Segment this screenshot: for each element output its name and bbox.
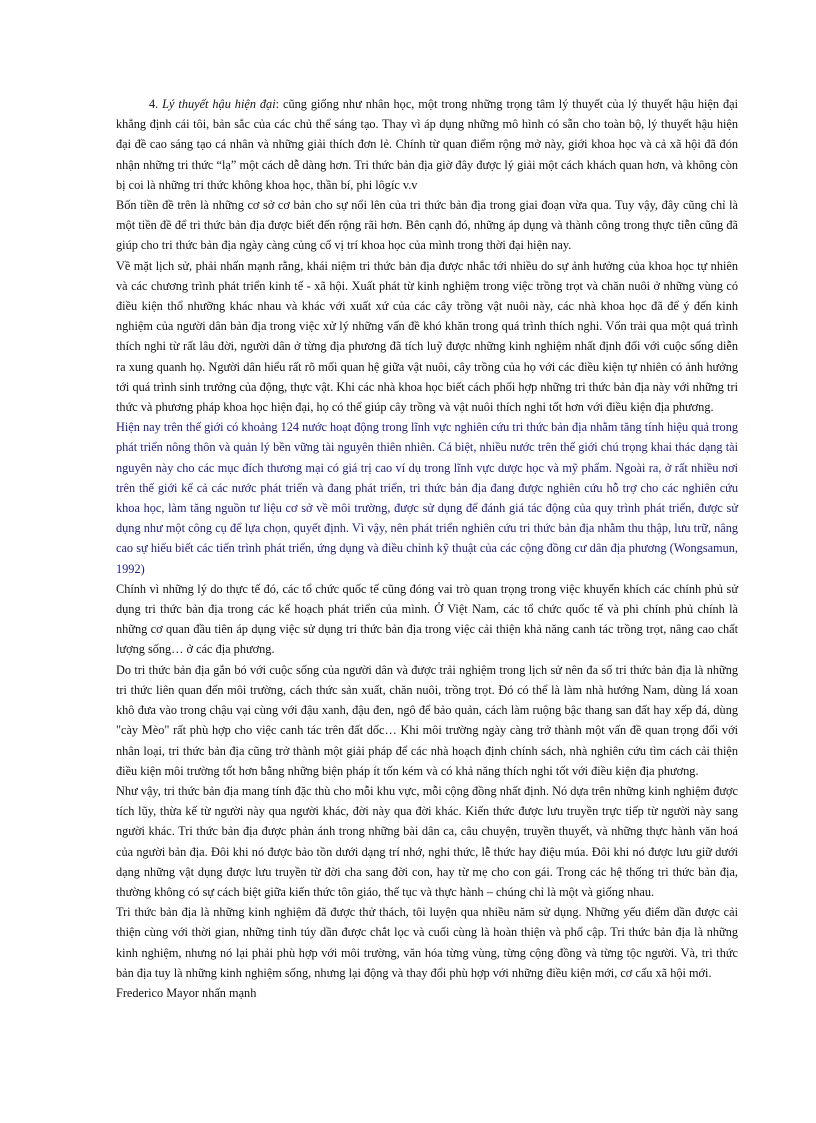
paragraph-specificity: Như vậy, tri thức bản địa mang tính đặc thù cho mỗi khu vực, mỗi cộng đồng nhất định. Nó dựa trên những kinh nghiệm được tích lũy, thừa kế từ người này qua người khác, đời này qua đời khác. Kiến thức được lưu truyền trực tiếp từ người này sang người khác. Tri thức bản địa được phản ánh trong những bài dân ca, câu chuyện, truyền thuyết, và những thực hành văn hoá của người bản địa. Đôi khi nó được bảo tồn dưới dạng trí nhớ, nghi thức, lễ thức hay điệu múa. Đôi khi nó được lưu giữ dưới dạng những vật dụng được lưu truyền từ đời cha sang đời con, hay từ mẹ cho con gái. Trong các hệ thống tri thức bản địa, thường không có sự cách biệt giữa kiến thức tôn giáo, thế tục và thực hành – chúng chỉ là một và giống nhau. bbox=[116, 783, 738, 899]
paragraph-emphasis: Lý thuyết hậu hiện đại bbox=[162, 97, 276, 111]
paragraph-lead: 4. bbox=[149, 97, 163, 111]
paragraph-postmodern-theory bbox=[116, 94, 738, 195]
paragraph-world-research: Hiện nay trên thế giới có khoảng 124 nước hoạt động trong lĩnh vực nghiên cứu tri thức bản địa nhằm tăng tính hiệu quả trong phát triển nông thôn và quản lý bền vững tài nguyên thiên nhiên. Cá biệt, nhiều nước trên thế giới chú trọng khai thác dạng tài nguyên này cho các mục đích thương mại có giá trị cao ví dụ trong lĩnh vực dược học và mỹ phẩm. Ngoài ra, ở rất nhiều nơi trên thế giới kể cả các nước phát triển và đang phát triển, tri thức bản địa đang được nghiên cứu hỗ trợ cho các nghiên cứu khoa học, làm tăng nguồn tư liệu cơ sở về môi trường, được sử dụng để đánh giá tác động của quy trình phát triển, được sử dụng như một công cụ để lựa chọn, quyết định. Vì vậy, nên phát triển nghiên cứu tri thức bản địa nhằm thu thập, lưu trữ, nâng cao sự hiểu biết các tiến trình phát triển, ứng dụng và điều chỉnh kỹ thuật của các cộng đồng cư dân địa phương (Wongsamun, 1992) bbox=[116, 420, 738, 576]
paragraph-international-orgs: Chính vì những lý do thực tế đó, các tổ chức quốc tế cũng đóng vai trò quan trọng trong việc khuyến khích các chính phủ sử dụng tri thức bản địa trong các kế hoạch phát triển của mình. Ở Việt Nam, các tổ chức quốc tế và phi chính phủ chính là những cơ quan đầu tiên áp dụng việc sử dụng tri thức bản địa trong việc cải thiện khả năng canh tác trồng trọt, nâng cao chất lượng sống… ở các địa phương. bbox=[116, 581, 738, 657]
paragraph-tested-experience: Tri thức bản địa là những kinh nghiệm đã được thử thách, tôi luyện qua nhiều năm sử dụng. Những yếu điểm dần được cải thiện cùng với thời gian, những tinh túy dần được chắt lọc và cuối cùng là hoàn thiện và phổ cập. Tri thức bản địa là những kinh nghiệm, nhưng nó lại phải phù hợp với môi trường, văn hóa từng vùng, từng cộng đồng và từng tộc người. Và, tri thức bản địa tuy là những kinh nghiệm sống, nhưng lại động và thay đổi phù hợp với những điều kiện mới, cơ cấu xã hội mới. bbox=[116, 905, 738, 980]
paragraph-four-premises: Bốn tiền đề trên là những cơ sở cơ bản cho sự nổi lên của tri thức bản địa trong giai đoạn vừa qua. Tuy vậy, đây cũng chỉ là một tiền đề để tri thức bản địa được biết đến rộng rãi hơn. Bên cạnh đó, những áp dụng và thành công trong thực tiễn cũng đã giúp cho tri thức bản địa ngày càng củng cố vị trí khoa học của mình trong thời đại hiện nay. bbox=[116, 198, 738, 253]
paragraph-text: : cũng giống như nhân học, một trong những trọng tâm lý thuyết của lý thuyết hậu hiện đại khẳng định cái tôi, bản sắc của các chủ thể sáng tạo. Thay vì áp dụng những mô hình có sẵn cho toàn bộ, lý thuyết hậu hiện đại đề cao sáng tạo cá nhân và những giải thích đơn lẻ. Chính từ quan điểm rộng mở này, giới khoa học và cả xã hội đã đón nhận những tri thức “lạ” một cách dễ dàng hơn. Tri thức bản địa giờ đây được lý giải một cách khách quan hơn, và không còn bị coi là những tri thức không khoa học, thần bí, phi lôgíc v.v bbox=[116, 97, 738, 192]
paragraph-frederico-mayor: Frederico Mayor nhấn mạnh bbox=[116, 985, 257, 1000]
paragraph-environment: Do tri thức bản địa gắn bó với cuộc sống của người dân và được trải nghiệm trong lịch sử nên đa số tri thức bản địa là những tri thức liên quan đến môi trường, cách thức sản xuất, chăn nuôi, trồng trọt. Đó có thể là làm nhà hướng Nam, dùng lá xoan khô đưa vào trong chậu vại cùng với đậu xanh, đậu đen, ngô để bảo quản, cách làm ruộng bậc thang san đất hay xếp đá, dùng "cày Mèo" rất phù hợp cho việc canh tác trên đất dốc… Khi môi trường ngày càng trở thành một vấn đề quan trọng đối với nhân loại, tri thức bản địa cũng trở thành một giải pháp để các nhà hoạch định chính sách, nhà nghiên cứu tìm cách cải thiện điều kiện môi trường tốt hơn bằng những biện pháp ít tốn kém và có khả năng thích nghi tốt với điều kiện địa phương. bbox=[116, 662, 738, 778]
paragraph-history: Về mặt lịch sử, phải nhấn mạnh rằng, khái niệm tri thức bản địa được nhắc tới nhiều do sự ảnh hưởng của khoa học tự nhiên và các chương trình phát triển kinh tế - xã hội. Xuất phát từ kinh nghiệm trong việc trồng trọt và chăn nuôi ở những vùng có điều kiện thổ nhưỡng khác nhau và khác với xuất xứ của các cây trồng vật nuôi này, các nhà khoa học đã để ý đến kinh nghiệm của người dân bản địa trong việc xử lý những vấn đề khó khăn trong quá trình thích nghi. Vốn trải qua một quá trình thích nghi từ rất lâu đời, người dân ở từng địa phương đã tích luỹ được những kinh nghiệm nhất định đối với cuộc sống diễn ra xung quanh họ. Người dân hiểu rất rõ mối quan hệ giữa vật nuôi, cây trồng của họ với các điều kiện tự nhiên có ảnh hưởng tới quá trình sinh trưởng của động, thực vật. Khi các nhà khoa học biết cách phối hợp những tri thức bản địa này với những tri thức và phương pháp khoa học hiện đại, họ có thể giúp cây trồng và vật nuôi thích nghi tốt hơn với điều kiện địa phương. bbox=[116, 258, 738, 415]
document-page bbox=[116, 94, 738, 1003]
